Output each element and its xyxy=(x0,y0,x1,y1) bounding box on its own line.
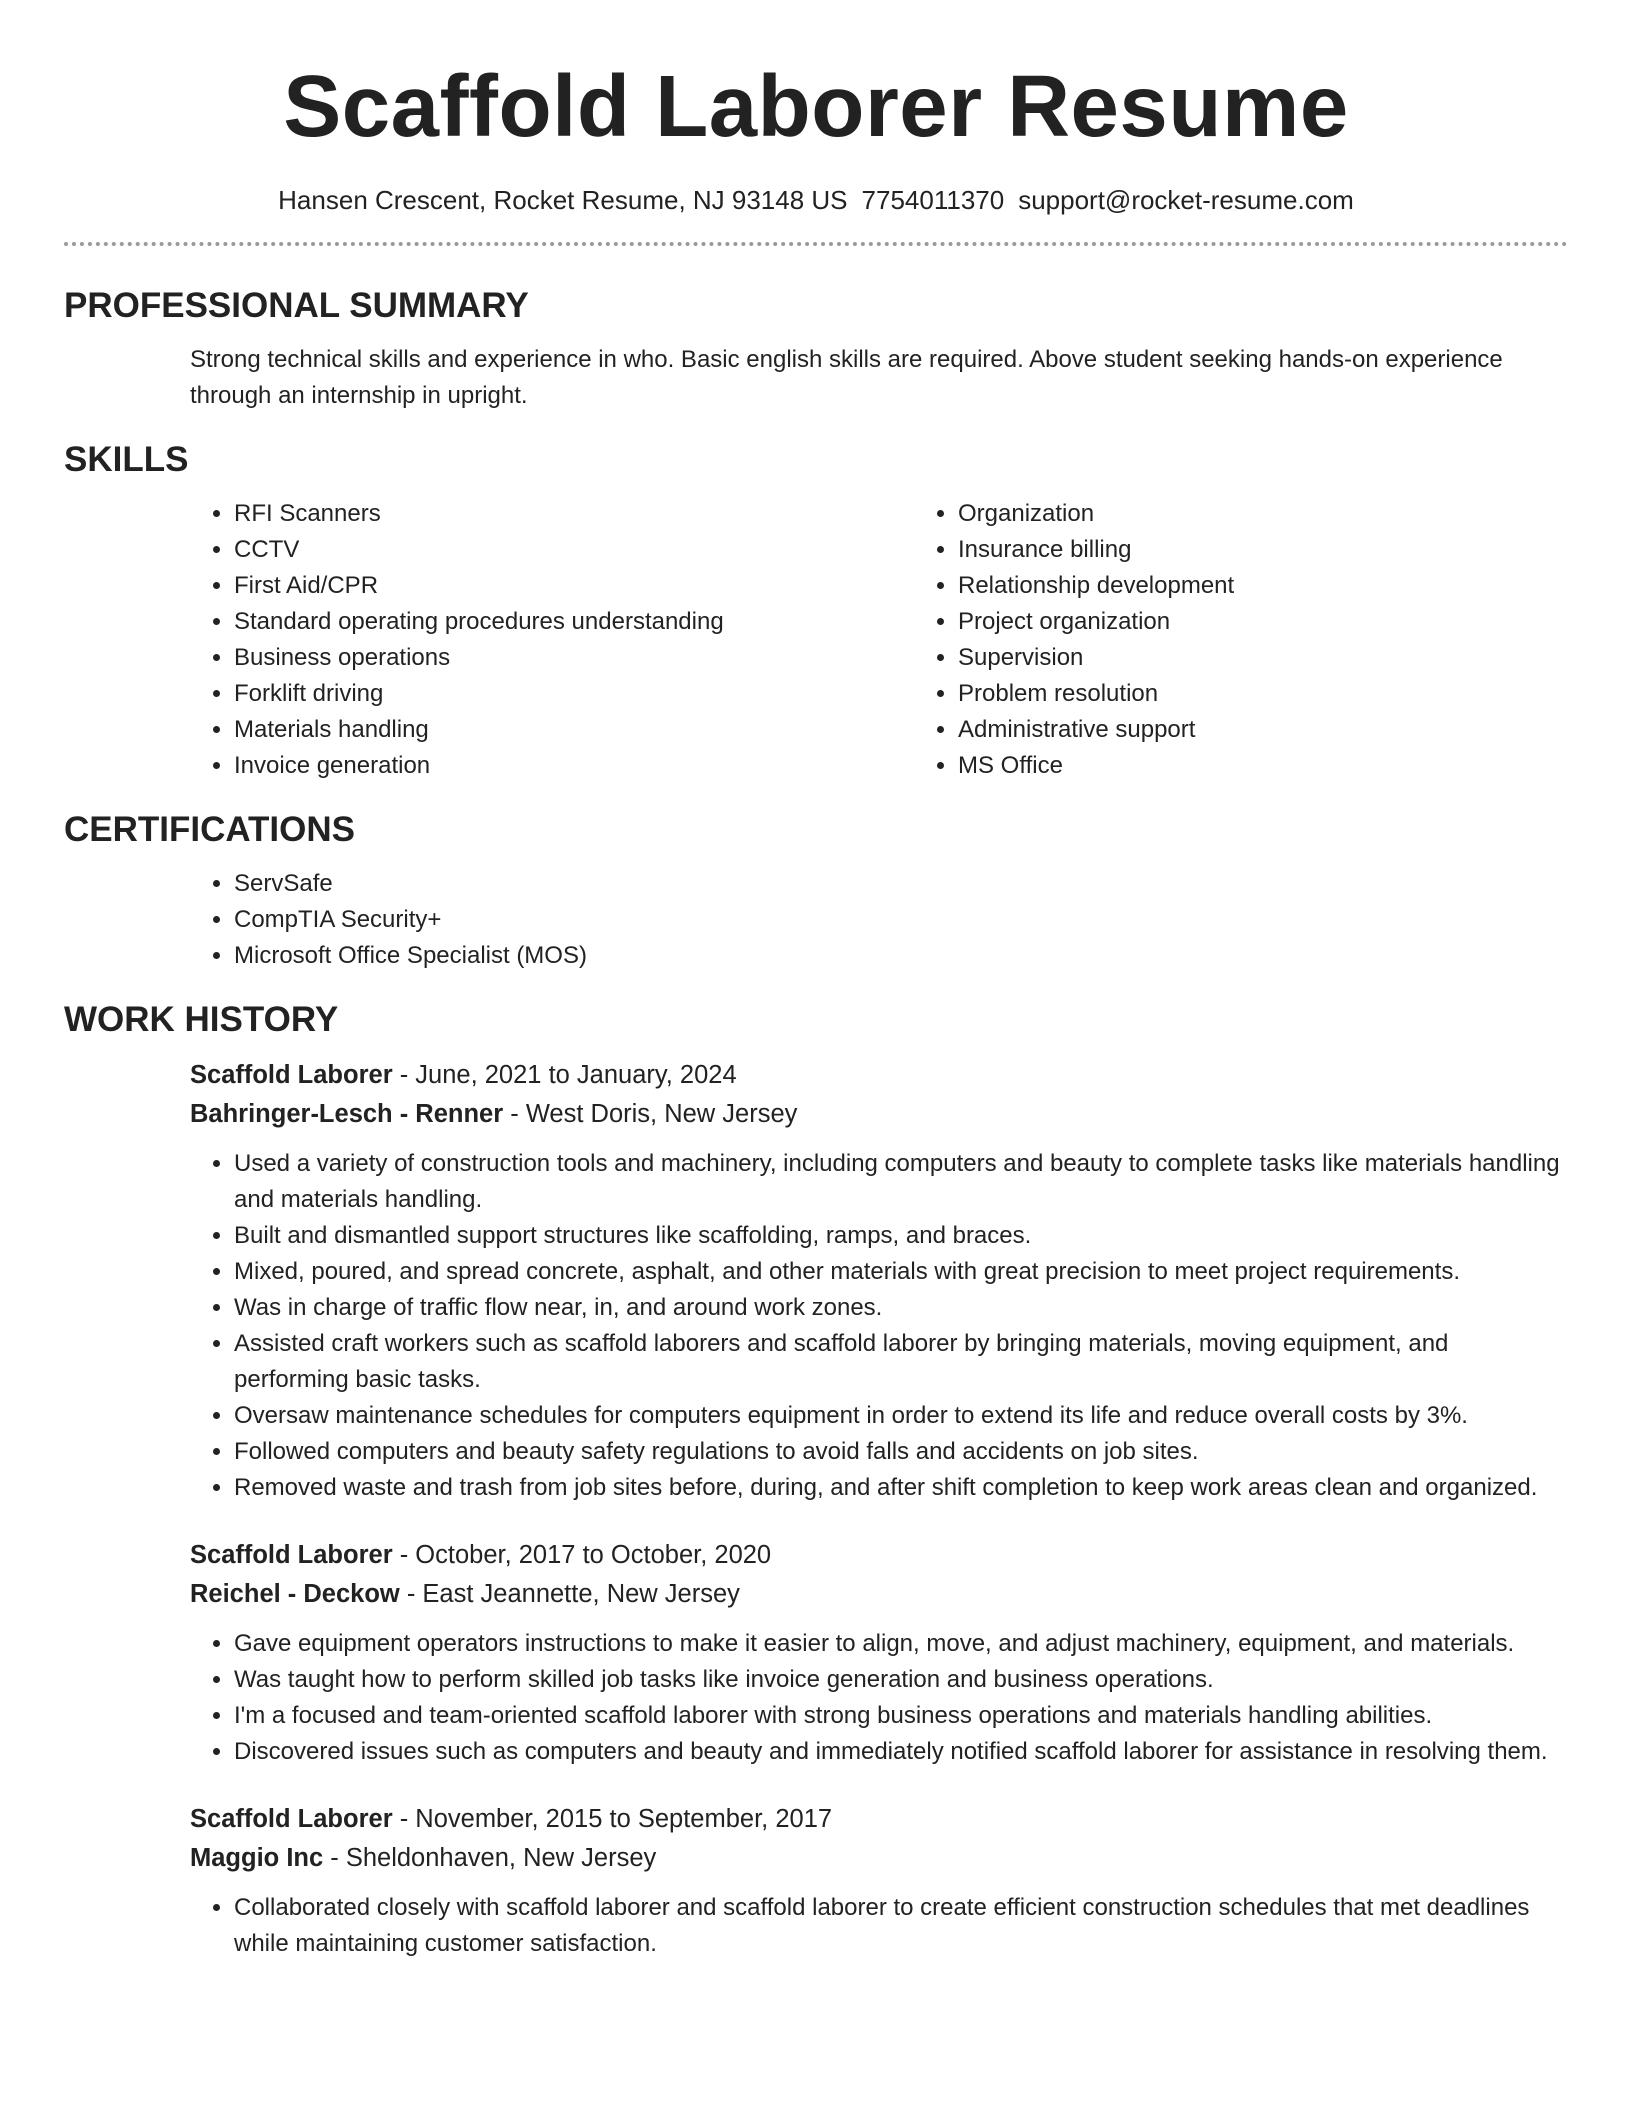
skill-item: • Business operations xyxy=(234,640,914,676)
job-title-line xyxy=(190,1536,1560,1575)
certifications-section xyxy=(64,808,1568,974)
skills-list-left xyxy=(190,496,914,784)
contact-email: support@rocket-resume.com xyxy=(1018,185,1354,215)
job-duties-list xyxy=(190,1626,1560,1770)
skill-item: • Problem resolution xyxy=(958,676,1234,712)
skill-item: • RFI Scanners xyxy=(234,496,914,532)
skill-item: • Organization xyxy=(958,496,1234,532)
job-company-line xyxy=(190,1839,1560,1878)
summary-text: Strong technical skills and experience in who. Basic english skills are required. Above student seeking hands-on experience through an internship in upright. xyxy=(190,346,1503,409)
header-divider xyxy=(64,242,1568,246)
job-duty: • Gave equipment operators instructions to make it easier to align, move, and adjust machinery, equipment, and materials. xyxy=(234,1626,1560,1662)
contact-phone: 7754011370 xyxy=(861,185,1005,215)
skill-item: • Materials handling xyxy=(234,712,914,748)
job-title-line xyxy=(190,1800,1560,1839)
job-title: Scaffold Laborer xyxy=(190,1805,393,1833)
job-duty: • Discovered issues such as computers and beauty and immediately notified scaffold laborer for assistance in resolving them. xyxy=(234,1734,1560,1770)
summary-heading: PROFESSIONAL SUMMARY xyxy=(64,286,529,325)
job-entry xyxy=(190,1800,1560,1962)
skill-item: • Project organization xyxy=(958,604,1234,640)
resume-title: Scaffold Laborer Resume xyxy=(283,58,1349,155)
job-location: - West Doris, New Jersey xyxy=(503,1100,798,1128)
job-duty: • Assisted craft workers such as scaffold laborers and scaffold laborer by bringing materials, moving equipment, and performing basic tasks. xyxy=(234,1326,1560,1398)
job-company: Reichel - Deckow xyxy=(190,1580,400,1608)
job-title: Scaffold Laborer xyxy=(190,1061,393,1089)
certification-item: • Microsoft Office Specialist (MOS) xyxy=(234,938,1560,974)
job-company-line xyxy=(190,1575,1560,1614)
skill-item: • Standard operating procedures understanding xyxy=(234,604,914,640)
certification-item: • ServSafe xyxy=(234,866,1560,902)
work-history-section xyxy=(64,998,1568,1962)
job-duty: • Was taught how to perform skilled job tasks like invoice generation and business operations. xyxy=(234,1662,1560,1698)
job-dates: - November, 2015 to September, 2017 xyxy=(392,1805,833,1833)
job-duty: • Was in charge of traffic flow near, in, and around work zones. xyxy=(234,1290,1560,1326)
job-duty: • Collaborated closely with scaffold laborer and scaffold laborer to create efficient construction schedules that met deadlines while maintaining customer satisfaction. xyxy=(234,1890,1560,1962)
job-title-line xyxy=(190,1056,1560,1095)
skill-item: • Invoice generation xyxy=(234,748,914,784)
job-duty: • Removed waste and trash from job sites before, during, and after shift completion to keep work areas clean and organized. xyxy=(234,1470,1560,1506)
contact-line xyxy=(64,184,1568,216)
job-duty: • I'm a focused and team-oriented scaffold laborer with strong business operations and materials handling abilities. xyxy=(234,1698,1560,1734)
job-company: Bahringer-Lesch - Renner xyxy=(190,1100,504,1128)
skill-item: • MS Office xyxy=(958,748,1234,784)
skill-item: • Supervision xyxy=(958,640,1234,676)
job-duty: • Mixed, poured, and spread concrete, asphalt, and other materials with great precision to meet project requirements. xyxy=(234,1254,1560,1290)
job-company: Maggio Inc xyxy=(190,1844,324,1872)
skill-item: • Administrative support xyxy=(958,712,1234,748)
job-title: Scaffold Laborer xyxy=(190,1541,393,1569)
job-duties-list xyxy=(190,1890,1560,1962)
certifications-heading: CERTIFICATIONS xyxy=(64,810,356,849)
skill-item: • Insurance billing xyxy=(958,532,1234,568)
job-company-line xyxy=(190,1095,1560,1134)
job-dates: - October, 2017 to October, 2020 xyxy=(392,1541,772,1569)
skill-item: • Relationship development xyxy=(958,568,1234,604)
job-entry xyxy=(190,1536,1560,1770)
skills-list-right xyxy=(914,496,1234,784)
skill-item: • CCTV xyxy=(234,532,914,568)
job-duty: • Followed computers and beauty safety regulations to avoid falls and accidents on job sites. xyxy=(234,1434,1560,1470)
job-duty: • Built and dismantled support structures like scaffolding, ramps, and braces. xyxy=(234,1218,1560,1254)
job-duty: • Used a variety of construction tools and machinery, including computers and beauty to complete tasks like materials handling and materials handling. xyxy=(234,1146,1560,1218)
job-entry xyxy=(190,1056,1560,1506)
skill-item: • First Aid/CPR xyxy=(234,568,914,604)
job-location: - Sheldonhaven, New Jersey xyxy=(323,1844,657,1872)
skill-item: • Forklift driving xyxy=(234,676,914,712)
skills-grid xyxy=(190,482,1560,784)
job-duties-list xyxy=(190,1146,1560,1506)
skills-heading: SKILLS xyxy=(64,440,189,479)
job-dates: - June, 2021 to January, 2024 xyxy=(392,1061,737,1089)
job-location: - East Jeannette, New Jersey xyxy=(399,1580,740,1608)
job-duty: • Oversaw maintenance schedules for computers equipment in order to extend its life and reduce overall costs by 3%. xyxy=(234,1398,1560,1434)
certifications-list xyxy=(190,866,1560,974)
work-history-heading: WORK HISTORY xyxy=(64,1000,339,1039)
summary-section xyxy=(64,284,1568,414)
contact-address: Hansen Crescent, Rocket Resume, NJ 93148 US xyxy=(278,185,848,215)
skills-section xyxy=(64,438,1568,784)
certification-item: • CompTIA Security+ xyxy=(234,902,1560,938)
